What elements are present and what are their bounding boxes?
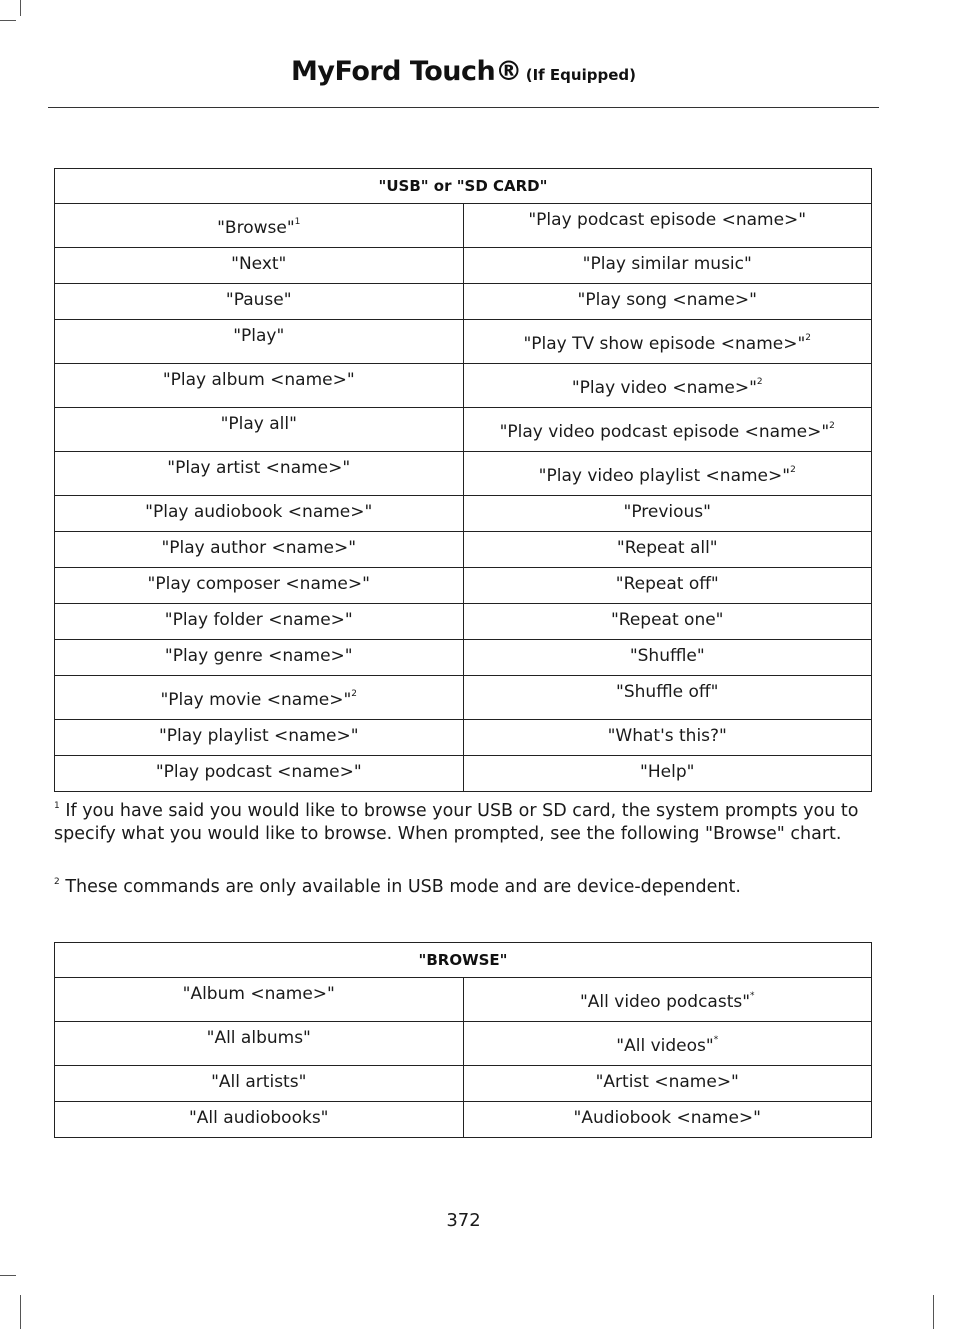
left-command-cell [55,978,464,1022]
left-command-cell [55,1102,464,1138]
voice-command-text: "What's this?" [607,726,727,746]
usb-sd-card-table [54,168,872,792]
left-command-cell [55,756,464,792]
voice-command-text: "All albums" [206,1028,311,1048]
crop-mark-bottom-right-v [933,1295,934,1329]
table-row [55,1102,872,1138]
left-command-cell [55,568,464,604]
voice-command-text: "Repeat off" [615,574,719,594]
crop-mark-bottom-left-h [0,1275,16,1276]
footnote-mark: 2 [54,877,60,887]
table-row [55,364,872,408]
voice-command-text: "Play artist <name>" [167,458,351,478]
voice-command-text: "Play podcast <name>" [155,762,362,782]
footnote-reference: 2 [829,421,835,431]
right-command-cell [463,676,872,720]
page-number: 372 [446,1210,481,1231]
table-row [55,248,872,284]
voice-command-text: "All audiobooks" [188,1108,329,1128]
table-row [55,978,872,1022]
voice-command-text: "Repeat all" [616,538,718,558]
voice-command-text: "Play song <name>" [577,290,757,310]
table-row [55,640,872,676]
left-command-cell [55,364,464,408]
right-command-cell [463,1102,872,1138]
voice-command-text: "Shuffle off" [616,682,719,702]
voice-command-text: "Browse" [217,218,295,238]
left-command-cell [55,496,464,532]
table-heading: "BROWSE" [55,943,872,978]
voice-command-text: "Play TV show episode <name>" [523,334,806,354]
left-command-cell [55,604,464,640]
left-command-cell [55,284,464,320]
footnote-reference: 1 [294,217,301,227]
table-row [55,408,872,452]
voice-command-text: "All artists" [211,1072,307,1092]
left-command-cell [55,720,464,756]
header-rule [48,107,879,108]
table-row [55,452,872,496]
voice-command-text: "Play podcast episode <name>" [528,210,807,230]
voice-command-text: "Play video playlist <name>" [538,466,791,486]
voice-command-text: "Play playlist <name>" [158,726,359,746]
voice-command-text: "Album <name>" [182,984,335,1004]
footnote-2 [54,876,876,899]
voice-command-text: "Play video podcast episode <name>" [499,422,830,442]
footnote-mark: 1 [54,801,60,811]
footnote-reference: 2 [756,377,763,387]
voice-command-text: "Play author <name>" [161,538,357,558]
table-row [55,284,872,320]
left-command-cell [55,408,464,452]
right-command-cell [463,364,872,408]
footnote-reference: 2 [790,465,796,475]
right-command-cell [463,640,872,676]
table-row [55,1066,872,1102]
header-title: MyFord Touch® [291,56,522,87]
table-row [55,756,872,792]
voice-command-text: "Play composer <name>" [147,574,370,594]
table-row [55,568,872,604]
voice-command-text: "Play audiobook <name>" [145,502,373,522]
voice-command-text: "Play all" [220,414,297,434]
table-row [55,1022,872,1066]
left-command-cell [55,320,464,364]
right-command-cell [463,604,872,640]
table-row [55,204,872,248]
voice-command-text: "Repeat one" [610,610,724,630]
voice-command-text: "Play similar music" [582,254,752,274]
left-command-cell [55,248,464,284]
footnote-text: If you have said you would like to browse your USB or SD card, the system prompts you to specify what you would like to browse. When prompted, see the following "Browse" chart. [54,801,859,844]
voice-command-text: "Audiobook <name>" [573,1108,761,1128]
right-command-cell [463,408,872,452]
right-command-cell [463,452,872,496]
left-command-cell [55,1066,464,1102]
voice-command-text: "Help" [640,762,695,782]
right-command-cell [463,284,872,320]
voice-command-text: "All videos" [616,1036,714,1056]
left-command-cell [55,640,464,676]
table-row [55,676,872,720]
right-command-cell [463,756,872,792]
voice-command-text: "Play folder <name>" [164,610,353,630]
right-command-cell [463,320,872,364]
table-row [55,496,872,532]
table-heading: "USB" or "SD CARD" [55,169,872,204]
right-command-cell [463,1022,872,1066]
browse-table [54,942,872,1138]
right-command-cell [463,720,872,756]
voice-command-text: "Artist <name>" [595,1072,739,1092]
right-command-cell [463,1066,872,1102]
crop-mark-top-left-h [0,20,16,21]
left-command-cell [55,452,464,496]
voice-command-text: "Shuffle" [629,646,705,666]
footnote-1 [54,800,876,846]
right-command-cell [463,496,872,532]
crop-mark-bottom-left-v [20,1295,21,1329]
voice-command-text: "All video podcasts" [579,992,751,1012]
voice-command-text: "Play genre <name>" [164,646,353,666]
footnote-reference: 2 [351,689,358,699]
footnote-reference: * [713,1035,719,1045]
header-subtitle: (If Equipped) [525,66,636,84]
right-command-cell [463,532,872,568]
voice-command-text: "Play video <name>" [571,378,757,398]
crop-mark-top-left-v [20,0,21,16]
voice-command-text: "Next" [231,254,287,274]
voice-command-text: "Play album <name>" [162,370,355,390]
right-command-cell [463,568,872,604]
left-command-cell [55,204,464,248]
right-command-cell [463,978,872,1022]
table-row [55,720,872,756]
voice-command-text: "Pause" [225,290,292,310]
page-header [0,56,927,87]
table-row [55,320,872,364]
table-row [55,604,872,640]
right-command-cell [463,204,872,248]
footnote-reference: * [750,991,755,1001]
left-command-cell [55,676,464,720]
left-command-cell [55,532,464,568]
table-row [55,532,872,568]
voice-command-text: "Play" [233,326,285,346]
voice-command-text: "Previous" [623,502,711,522]
left-command-cell [55,1022,464,1066]
right-command-cell [463,248,872,284]
footnote-text: These commands are only available in USB mode and are device-dependent. [65,877,741,897]
footnote-reference: 2 [805,333,812,343]
voice-command-text: "Play movie <name>" [160,690,352,710]
